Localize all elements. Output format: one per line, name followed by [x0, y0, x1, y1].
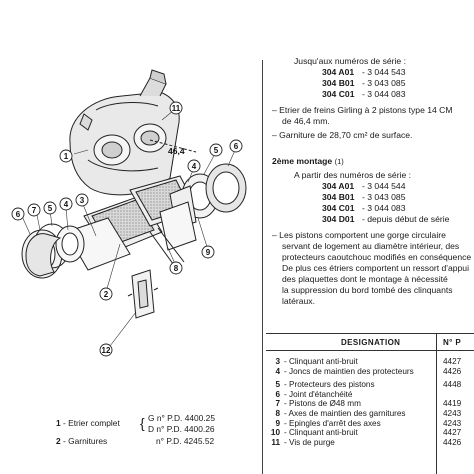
table-row — [266, 399, 474, 409]
row-ref: 4427 — [443, 428, 462, 438]
serial-model: 304 B01 — [322, 78, 355, 88]
row-label: - Vis de purge — [284, 437, 335, 447]
row-label: - Joint d'étanchéité — [284, 389, 353, 399]
callout-11: 11 — [171, 104, 181, 113]
row-num: 9 — [275, 418, 280, 428]
row-num: 7 — [275, 399, 280, 409]
parts-table-header — [266, 334, 474, 351]
callout-9: 9 — [205, 248, 211, 257]
serial-model: 304 A01 — [322, 67, 355, 77]
legend-brace: { — [140, 415, 145, 431]
row-num: 5 — [275, 380, 280, 390]
serial-intro: Jusqu'aux numéros de série : — [294, 56, 406, 66]
row-ref: 4426 — [443, 437, 462, 447]
legend-ref-2: n° P.D. 4245.52 — [156, 436, 215, 446]
row-num: 10 — [270, 428, 280, 438]
row-num: 4 — [275, 366, 280, 376]
legend-ref-d: D n° P.D. 4400.26 — [148, 424, 215, 434]
table-row — [266, 380, 474, 390]
callout-7: 7 — [31, 206, 37, 215]
table-row — [266, 409, 474, 419]
serial-range: - 3 044 083 — [362, 203, 406, 213]
row-label: - Pistons de Ø48 mm — [284, 399, 361, 409]
callout-6-right: 6 — [233, 142, 239, 151]
callout-3: 3 — [79, 196, 85, 205]
serial-line — [322, 78, 405, 88]
paragraph-line: servant de logement au diamètre intérieur, des — [282, 241, 460, 251]
paragraph-line: protecteurs caoutchouc modifiés en conséquence — [282, 252, 472, 262]
column-divider — [262, 60, 263, 474]
serial-range: - depuis début de série — [362, 214, 450, 224]
row-ref: 4419 — [443, 399, 462, 409]
callout-8: 8 — [173, 264, 179, 273]
serial-line — [322, 214, 449, 224]
row-label: - Joncs de maintien des protecteurs — [284, 366, 414, 376]
callout-1: 1 — [63, 152, 69, 161]
serial-model: 304 D01 — [322, 214, 355, 224]
callout-6: 6 — [15, 210, 21, 219]
legend-label: - Etrier complet — [63, 418, 120, 428]
serial-intro-2: A partir des numéros de série : — [294, 170, 412, 180]
serial-range: - 3 044 543 — [362, 67, 406, 77]
callout-2: 2 — [103, 290, 109, 299]
row-ref: 4243 — [443, 408, 462, 418]
callout-4-right: 4 — [191, 162, 197, 171]
table-row — [266, 438, 474, 448]
serial-model: 304 A01 — [322, 181, 355, 191]
serial-line — [322, 203, 405, 213]
callout-4: 4 — [63, 200, 69, 209]
row-label: - Axes de maintien des garnitures — [284, 408, 406, 418]
callout-12: 12 — [101, 346, 111, 355]
paragraph-line: – Les pistons comportent une gorge circulaire — [272, 230, 446, 240]
legend-item-2 — [56, 436, 107, 447]
paragraph-line: latéraux. — [282, 296, 315, 306]
table-row — [266, 419, 474, 429]
serial-range: - 3 044 083 — [362, 89, 406, 99]
row-num: 3 — [275, 357, 280, 366]
table-row — [266, 390, 474, 400]
row-label: - Clinquant anti-bruit — [284, 428, 358, 438]
row-num: 8 — [275, 408, 280, 418]
row-ref: 4426 — [443, 366, 462, 376]
dimension-label: 46,4 — [168, 146, 185, 156]
legend-item-1 — [56, 418, 120, 429]
serial-range: - 3 043 085 — [362, 192, 406, 202]
row-label: - Protecteurs des pistons — [284, 380, 375, 390]
row-num: 11 — [271, 437, 280, 447]
paragraph-line: des plaquettes dont le montage à nécessité — [282, 274, 448, 284]
parts-legend — [56, 413, 266, 474]
second-mount-title — [272, 156, 344, 167]
serial-line — [322, 181, 405, 191]
serial-line — [322, 192, 405, 202]
bullet-lining: – Garniture de 28,70 cm² de surface. — [272, 130, 413, 140]
table-row — [266, 357, 474, 367]
serial-model: 304 C01 — [322, 203, 355, 213]
legend-label: - Garnitures — [63, 436, 108, 446]
parts-table — [266, 333, 474, 447]
header-designation: DESIGNATION — [341, 338, 401, 347]
row-num: 6 — [275, 389, 280, 399]
row-label: - Clinquant anti-bruit — [284, 357, 358, 366]
second-mount-note: (1) — [334, 157, 344, 166]
row-ref: 4427 — [443, 357, 462, 366]
row-ref: 4243 — [443, 418, 462, 428]
serial-range: - 3 044 544 — [362, 181, 406, 191]
row-ref: 4448 — [443, 380, 462, 390]
second-mount-title-text: 2ème montage — [272, 156, 333, 166]
table-row — [266, 367, 474, 377]
legend-num: 1 — [56, 418, 61, 428]
serial-line — [322, 67, 405, 77]
serial-model: 304 B01 — [322, 192, 355, 202]
bullet-caliper: – Etrier de freins Girling à 2 pistons type 14 CM — [272, 105, 453, 115]
bullet-caliper-cont: de 46,4 mm. — [282, 116, 330, 126]
table-row — [266, 428, 474, 438]
header-part-number: N° P — [443, 338, 462, 347]
callout-5: 5 — [47, 204, 53, 213]
serial-range: - 3 043 085 — [362, 78, 406, 88]
text-column — [266, 0, 474, 474]
serial-model: 304 C01 — [322, 89, 355, 99]
row-label: - Epingles d'arrêt des axes — [284, 418, 381, 428]
serial-line — [322, 89, 405, 99]
paragraph-line: la suppression du bord tombé des clinquants — [282, 285, 453, 295]
legend-ref-g: G n° P.D. 4400.25 — [148, 413, 215, 423]
paragraph-line: De plus ces étriers comportent un ressort d'appui — [282, 263, 469, 273]
callout-5-right: 5 — [213, 146, 219, 155]
legend-num: 2 — [56, 436, 61, 446]
